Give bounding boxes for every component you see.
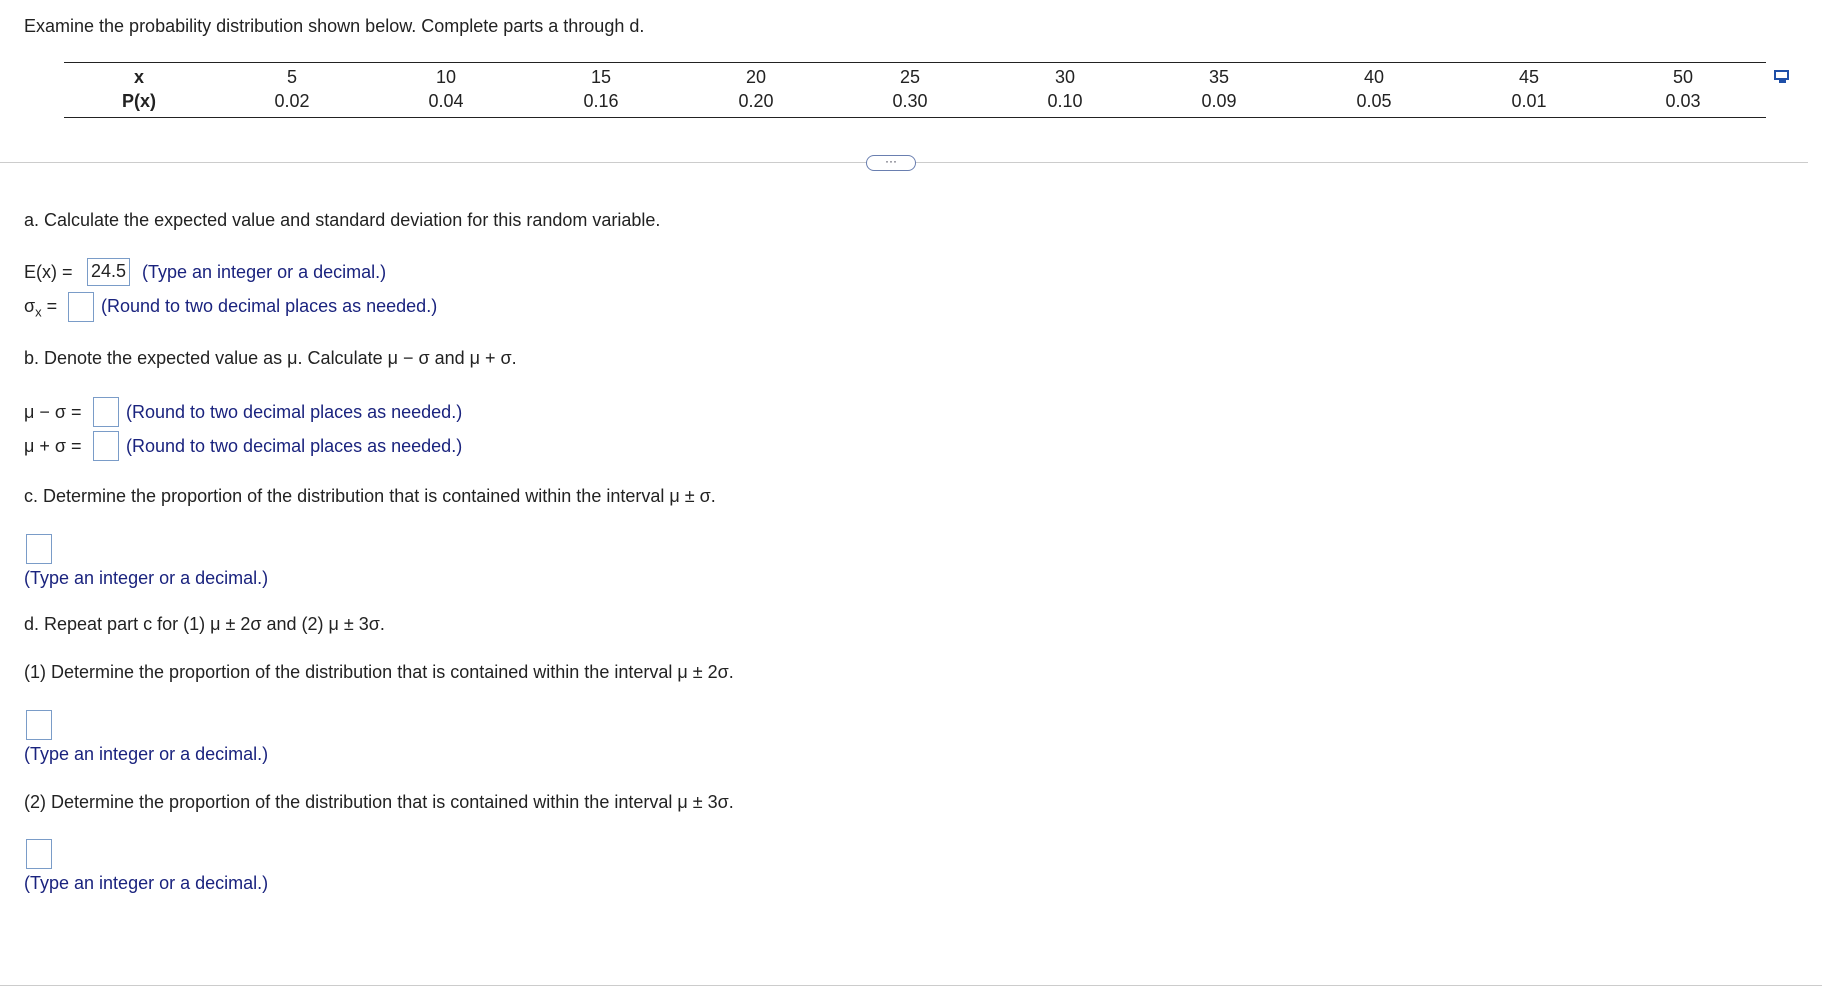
sigma-equals: = (46, 296, 58, 316)
table-cell-x: 20 (745, 67, 767, 87)
expected-value-input[interactable]: 24.5 (87, 258, 130, 286)
table-cell-x: 50 (1672, 67, 1694, 87)
expand-more-button[interactable]: ··· (866, 155, 916, 171)
part-c-question: c. Determine the proportion of the distribution that is contained within the interval μ ± σ. (24, 486, 716, 506)
table-header-x: x (133, 67, 144, 87)
table-header-px: P(x) (121, 91, 156, 111)
table-cell-x: 45 (1518, 67, 1540, 87)
table-cell-p: 0.02 (274, 91, 310, 111)
std-dev-input[interactable] (68, 292, 94, 322)
table-cell-x: 40 (1363, 67, 1385, 87)
expected-value-label: E(x) = (24, 262, 73, 282)
part-d1-question: (1) Determine the proportion of the distribution that is contained within the interval μ ± 2σ. (24, 662, 734, 682)
part-c-hint: (Type an integer or a decimal.) (24, 568, 269, 588)
table-cell-p: 0.05 (1356, 91, 1392, 111)
table-cell-x: 30 (1054, 67, 1076, 87)
sigma-x-label (24, 296, 57, 320)
part-b-question: b. Denote the expected value as μ. Calculate μ − σ and μ + σ. (24, 348, 517, 368)
mu-minus-sigma-label: μ − σ = (24, 402, 82, 422)
sigma-subscript: x (35, 304, 42, 320)
copy-table-icon[interactable] (1774, 70, 1792, 84)
table-cell-p: 0.16 (583, 91, 619, 111)
mu-minus-sigma-hint: (Round to two decimal places as needed.) (126, 402, 463, 422)
table-cell-p: 0.10 (1047, 91, 1083, 111)
table-cell-p: 0.04 (428, 91, 464, 111)
part-d-question: d. Repeat part c for (1) μ ± 2σ and (2) μ ± 3σ. (24, 614, 385, 634)
table-cell-p: 0.01 (1511, 91, 1547, 111)
sigma-symbol: σ (24, 296, 36, 316)
part-a-question: a. Calculate the expected value and standard deviation for this random variable. (24, 210, 661, 230)
table-cell-x: 15 (590, 67, 612, 87)
problem-intro: Examine the probability distribution shown below. Complete parts a through d. (24, 16, 645, 36)
part-d2-input[interactable] (26, 839, 52, 869)
table-cell-x: 10 (435, 67, 457, 87)
part-d1-hint: (Type an integer or a decimal.) (24, 744, 269, 764)
table-cell-p: 0.03 (1665, 91, 1701, 111)
part-d2-question: (2) Determine the proportion of the distribution that is contained within the interval μ ± 3σ. (24, 792, 734, 812)
part-c-input[interactable] (26, 534, 52, 564)
mu-plus-sigma-label: μ + σ = (24, 436, 82, 456)
table-cell-p: 0.20 (738, 91, 774, 111)
part-d1-input[interactable] (26, 710, 52, 740)
part-d2-hint: (Type an integer or a decimal.) (24, 873, 269, 893)
std-dev-hint: (Round to two decimal places as needed.) (101, 296, 438, 316)
probability-table (64, 62, 1766, 118)
table-cell-x: 35 (1208, 67, 1230, 87)
table-cell-x: 5 (286, 67, 297, 87)
mu-plus-sigma-hint: (Round to two decimal places as needed.) (126, 436, 463, 456)
mu-minus-sigma-input[interactable] (93, 397, 119, 427)
table-cell-p: 0.30 (892, 91, 928, 111)
table-cell-x: 25 (899, 67, 921, 87)
expected-value-hint: (Type an integer or a decimal.) (142, 262, 387, 282)
mu-plus-sigma-input[interactable] (93, 431, 119, 461)
table-cell-p: 0.09 (1201, 91, 1237, 111)
